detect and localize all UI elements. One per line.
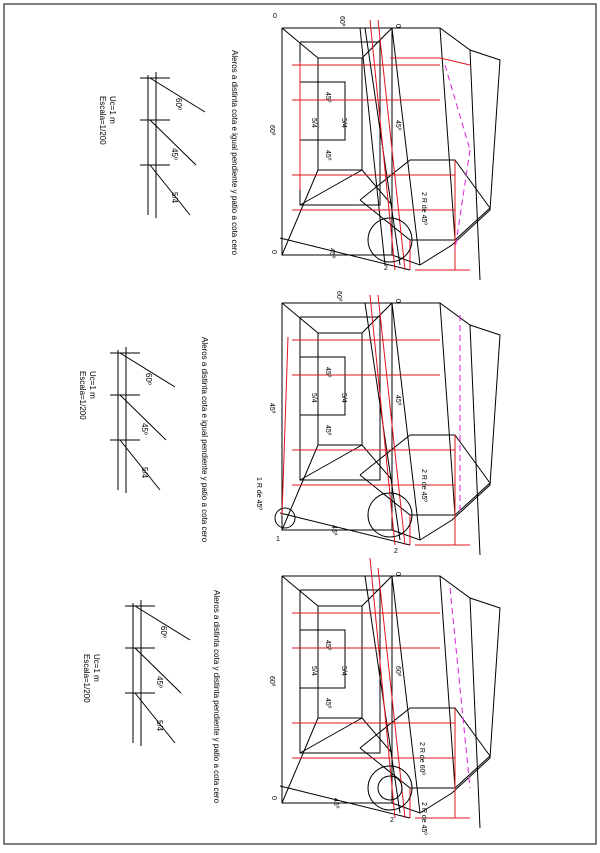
plan-label-inner-top: 45º <box>324 92 331 103</box>
slope-label-45: 45º <box>140 423 149 435</box>
plan-label-top-left: 0 <box>273 13 277 20</box>
plan-label-right-mid: 45º <box>394 395 401 406</box>
slope-label-45: 45º <box>170 148 179 160</box>
scale-label: Escala=1/200 <box>78 371 87 420</box>
plan-label-inner-left: 5/4 <box>310 118 317 128</box>
plan-label-bottom-mid: 45º <box>332 798 339 809</box>
panel-title: Aleros a distinta cota y distinta pendiente y patio a cota cero <box>212 590 221 804</box>
slope-label-60: 60º <box>174 98 183 110</box>
unit-label: Uc=1 m <box>92 654 101 682</box>
plan-label-left-mid: 60º <box>268 676 275 687</box>
plan-label-inner-left: 5/4 <box>310 393 317 403</box>
point-label: 2 <box>384 265 388 272</box>
panel-title: Aleros a distinta cota e igual pendiente y patio a cota cero <box>230 50 239 256</box>
slope-label-45: 45º <box>155 676 164 688</box>
plan-label-top-mid: 60º <box>338 16 345 27</box>
plan-label-inner-right: 5/4 <box>340 393 347 403</box>
plan-label-inner-right: 5/4 <box>340 118 347 128</box>
scale-label: Escala=1/200 <box>82 654 91 703</box>
slope-label-5-4: 5/4 <box>170 192 179 204</box>
plan-label-left-mid: 60º <box>268 125 275 136</box>
plan-label-bottom-left: 0 <box>270 250 277 254</box>
plan-label-inner-left: 5/4 <box>310 666 317 676</box>
plan-label-inner-bottom: 45º <box>324 150 331 161</box>
plan-label-inner-right: 5/4 <box>340 666 347 676</box>
plan-label-top-right: 0 <box>394 24 401 28</box>
circle-note-b: 2 R de 45º <box>420 802 427 835</box>
panel-title: Aleros a distinta cota e igual pendiente y patio a cota cero <box>200 337 209 543</box>
roof-plan <box>275 295 500 555</box>
plan-label-left-mid: 45º <box>268 403 275 414</box>
plan-label-top-right: 0 <box>394 299 401 303</box>
plan-label-bottom-left: 0 <box>270 796 277 800</box>
roof-plan <box>280 558 500 828</box>
circle-note: 2 R de 45º <box>420 469 427 502</box>
circle-note: 2 R de 60º <box>418 742 425 775</box>
plan-label-inner-bottom: 45º <box>324 425 331 436</box>
plan-label-inner-bottom: 45º <box>324 698 331 709</box>
point-label: 2 <box>390 817 394 824</box>
plan-label-right-mid: 45º <box>394 120 401 131</box>
unit-label: Uc=1 m <box>88 371 97 399</box>
plan-label-inner-top: 45º <box>324 640 331 651</box>
scale-label: Escala=1/200 <box>98 96 107 145</box>
slope-label-5-4: 5/4 <box>155 720 164 732</box>
point-label-left: 1 <box>276 536 280 543</box>
plan-label-right-mid: 60º <box>394 666 401 677</box>
circle-note: 2 R de 45º <box>420 192 427 225</box>
plan-label-top-right: 0 <box>394 572 401 576</box>
panel-1 <box>98 13 500 280</box>
plan-label-bottom-mid: 45º <box>330 525 337 536</box>
slope-label-5-4: 5/4 <box>140 467 149 479</box>
plan-label-top-mid: 60º <box>335 291 342 302</box>
circle-note-left: 1 R de 45º <box>255 477 262 510</box>
unit-label: Uc=1 m <box>108 96 117 124</box>
slope-label-60: 60º <box>144 373 153 385</box>
point-label: 2 <box>394 548 398 555</box>
plan-label-bottom-mid: 45º <box>328 248 335 259</box>
panel-2 <box>78 291 500 555</box>
slope-label-60: 60º <box>159 626 168 638</box>
roof-plan <box>280 20 500 280</box>
panel-3 <box>82 558 500 835</box>
plan-label-inner-top: 45º <box>324 367 331 378</box>
